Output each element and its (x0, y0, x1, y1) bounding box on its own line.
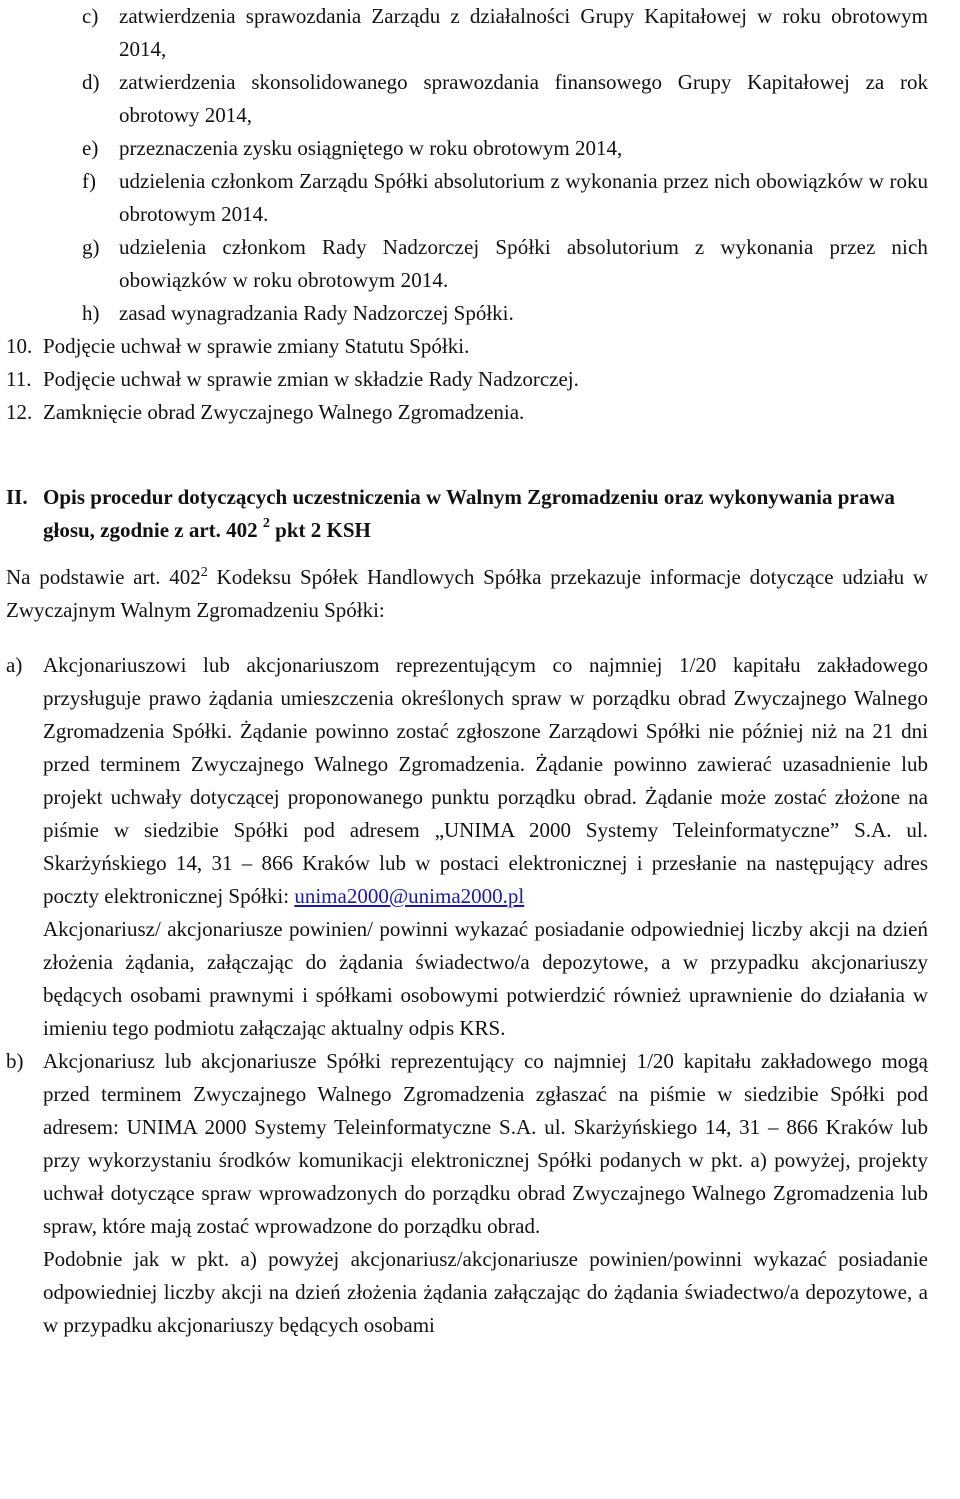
subitem-label: h) (82, 301, 100, 325)
email-link[interactable]: unima2000@unima2000.pl (294, 884, 525, 908)
item-number: 12. (6, 400, 33, 424)
point-body (43, 649, 928, 1045)
subitem-text: zasad wynagradzania Rady Nadzorczej Spółki. (119, 301, 514, 325)
agenda-subitem (6, 66, 928, 132)
agenda-subitem (6, 165, 928, 231)
agenda-items (6, 330, 928, 429)
section-title (43, 481, 928, 547)
agenda-item (6, 396, 928, 429)
point-a (6, 649, 928, 1045)
section-title-end: pkt 2 KSH (269, 518, 371, 542)
agenda-subitem (6, 231, 928, 297)
intro-paragraph (6, 561, 928, 627)
section-number: II. (6, 485, 28, 509)
intro-superscript: 2 (200, 565, 208, 580)
agenda-subitems (6, 0, 928, 330)
agenda-subitem (6, 0, 928, 66)
item-text: Podjęcie uchwał w sprawie zmiany Statutu Spółki. (43, 334, 470, 358)
agenda-subitem (6, 132, 928, 165)
subitem-label: g) (82, 235, 100, 259)
subitem-label: d) (82, 70, 100, 94)
section-title-main: Opis procedur dotyczących uczestniczenia w Walnym Zgromadzeniu oraz wykonywania prawa głosu, zgodnie z art. 402 (43, 485, 895, 542)
item-number: 10. (6, 334, 33, 358)
point-label: a) (6, 653, 23, 677)
intro-text-end: Kodeksu Spółek Handlowych Spółka przekazuje informacje dotyczące udziału w Zwyczajnym Walnym Zgromadzeniu Spółki: (6, 565, 928, 622)
point-body (43, 1045, 928, 1342)
point-a-paragraph-2: Akcjonariusz/ akcjonariusze powinien/ powinni wykazać posiadanie odpowiedniej liczby akcji na dzień złożenia żądania, załączając do żądania świadectwo/a depozytowe, a w przypadku akcjonariuszy będących osobami prawnymi i spółkami osobowymi potwierdzić również uprawnienie do działania w imieniu tego podmiotu załączając aktualny odpis KRS. (43, 917, 928, 1040)
subitem-label: f) (82, 169, 96, 193)
point-a-paragraph (43, 649, 928, 913)
point-b-paragraph: Akcjonariusz lub akcjonariusze Spółki reprezentujący co najmniej 1/20 kapitału zakładowego mogą przed terminem Zwyczajnego Walnego Zgromadzenia zgłaszać na piśmie w siedzibie Spółki pod adresem: UNIMA 2000 Systemy Teleinformatyczne S.A. ul. Skarżyńskiego 14, 31 – 866 Kraków lub przy wykorzystaniu środków komunikacji elektronicznej Spółki podanych w pkt. a) powyżej, projekty uchwał dotyczące spraw wprowadzonych do porządku obrad Zwyczajnego Walnego Zgromadzenia lub spraw, które mają zostać wprowadzone do porządku obrad. (43, 1049, 928, 1238)
item-number: 11. (6, 367, 32, 391)
point-label: b) (6, 1049, 24, 1073)
point-a-text: Akcjonariuszowi lub akcjonariuszom reprezentującym co najmniej 1/20 kapitału zakładowego przysługuje prawo żądania umieszczenia określonych spraw w porządku obrad Zwyczajnego Walnego Zgromadzenia Spółki. Żądanie powinno zostać zgłoszone Zarządowi Spółki nie później niż na 21 dni przed terminem Zwyczajnego Walnego Zgromadzenia. Żądanie powinno zawierać uzasadnienie lub projekt uchwały dotyczącej proponowanego punktu porządku obrad. Żądanie może zostać złożone na piśmie w siedzibie Spółki pod adresem „UNIMA 2000 Systemy Teleinformatyczne” S.A. ul. Skarżyńskiego 14, 31 – 866 Kraków lub w postaci elektronicznej i przesłanie na następujący adres poczty elektronicznej Spółki: (43, 653, 928, 908)
point-b (6, 1045, 928, 1342)
subitem-text: udzielenia członkom Rady Nadzorczej Spółki absolutorium z wykonania przez nich obowiązków w roku obrotowym 2014. (119, 235, 928, 292)
subitem-label: c) (82, 4, 99, 28)
subitem-text: zatwierdzenia sprawozdania Zarządu z działalności Grupy Kapitałowej w roku obrotowym 2014, (119, 4, 928, 61)
subitem-text: udzielenia członkom Zarządu Spółki absolutorium z wykonania przez nich obowiązków w roku obrotowym 2014. (119, 169, 928, 226)
section-title-superscript: 2 (262, 516, 270, 531)
intro-text-start: Na podstawie art. 402 (6, 565, 201, 589)
subitem-text: zatwierdzenia skonsolidowanego sprawozdania finansowego Grupy Kapitałowej za rok obrotowy 2014, (119, 70, 928, 127)
agenda-item (6, 330, 928, 363)
item-text: Podjęcie uchwał w sprawie zmian w składzie Rady Nadzorczej. (43, 367, 579, 391)
item-text: Zamknięcie obrad Zwyczajnego Walnego Zgromadzenia. (43, 400, 525, 424)
agenda-subitem (6, 297, 928, 330)
section-heading (6, 481, 928, 547)
point-b-paragraph-2: Podobnie jak w pkt. a) powyżej akcjonariusz/akcjonariusze powinien/powinni wykazać posiadanie odpowiedniej liczby akcji na dzień złożenia żądania załączając do żądania świadectwo/a depozytowe, a w przypadku akcjonariuszy będących osobami (43, 1247, 928, 1337)
agenda-item (6, 363, 928, 396)
subitem-text: przeznaczenia zysku osiągniętego w roku obrotowym 2014, (119, 136, 623, 160)
subitem-label: e) (82, 136, 99, 160)
